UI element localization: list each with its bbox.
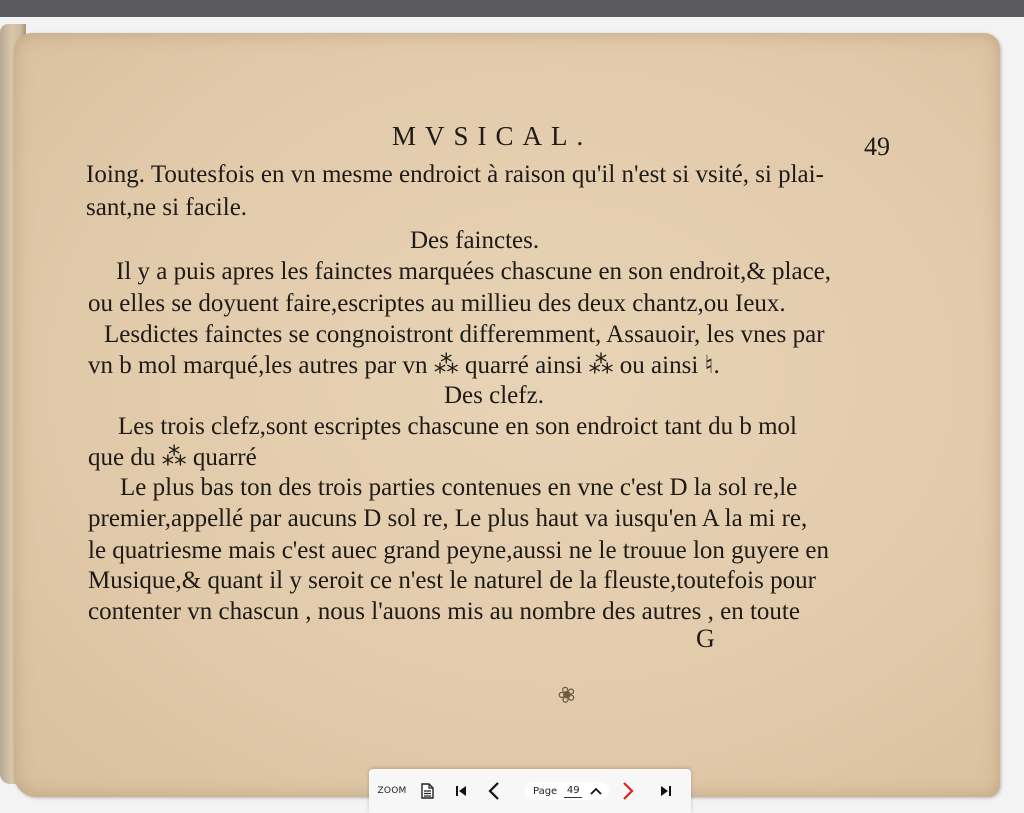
text-line: Musique,& quant il y seroit ce n'est le naturel de la fleuste,toutefois pour bbox=[88, 567, 816, 594]
prev-page-button[interactable] bbox=[483, 769, 505, 813]
page-label: Page bbox=[533, 785, 558, 797]
page-number-input[interactable] bbox=[564, 784, 582, 798]
first-page-button[interactable] bbox=[451, 769, 471, 813]
document-icon bbox=[421, 783, 434, 799]
text-line: ou elles se doyuent faire,escriptes au millieu des deux chantz,ou Ieux. bbox=[88, 290, 786, 317]
signature-mark: G bbox=[696, 624, 715, 653]
text-line: que du ⁂ quarré bbox=[88, 444, 257, 471]
chevron-left-icon bbox=[488, 782, 500, 800]
running-head: MVSICAL. bbox=[392, 121, 593, 151]
section-heading: Des clefz. bbox=[444, 382, 544, 409]
page-number: 49 bbox=[864, 132, 890, 161]
text-line: Le plus bas ton des trois parties contenues en vne c'est D la sol re,le bbox=[120, 474, 798, 501]
chevron-right-icon bbox=[622, 782, 634, 800]
ink-blot: ❀ bbox=[554, 680, 581, 711]
text-line: premier,appellé par aucuns D sol re, Le plus haut va iusqu'en A la mi re, bbox=[88, 505, 808, 532]
section-heading: Des fainctes. bbox=[410, 227, 540, 254]
text-line: contenter vn chascun , nous l'auons mis au nombre des autres , en toute bbox=[88, 598, 800, 625]
page-view-button[interactable] bbox=[416, 769, 438, 813]
text-line: Les trois clefz,sont escriptes chascune en son endroict tant du b mol bbox=[118, 413, 797, 440]
text-line: Lesdictes fainctes se congnoistront differemment, Assauoir, les vnes par bbox=[104, 321, 825, 348]
viewer-toolbar bbox=[369, 769, 691, 813]
skip-first-icon bbox=[455, 785, 467, 797]
chevron-up-icon bbox=[590, 787, 602, 795]
text-line: sant,ne si facile. bbox=[86, 194, 248, 221]
last-page-button[interactable] bbox=[656, 769, 676, 813]
text-line: Ioing. Toutesfois en vn mesme endroict à raison qu'il n'est si vsité, si plai- bbox=[86, 161, 824, 188]
page-selector bbox=[524, 782, 609, 800]
page-up-button[interactable] bbox=[586, 782, 606, 800]
next-page-button[interactable] bbox=[617, 769, 639, 813]
top-bar bbox=[0, 0, 1024, 17]
text-line: vn b mol marqué,les autres par vn ⁂ quarré ainsi ⁂ ou ainsi ♮. bbox=[88, 352, 720, 379]
text-line: le quatriesme mais c'est auec grand peyne,aussi ne le trouue lon guyere en bbox=[88, 537, 830, 564]
zoom-button[interactable]: ZOOM bbox=[377, 786, 407, 796]
skip-last-icon bbox=[660, 785, 672, 797]
text-line: Il y a puis apres les fainctes marquées chascune en son endroit,& place, bbox=[116, 258, 832, 285]
